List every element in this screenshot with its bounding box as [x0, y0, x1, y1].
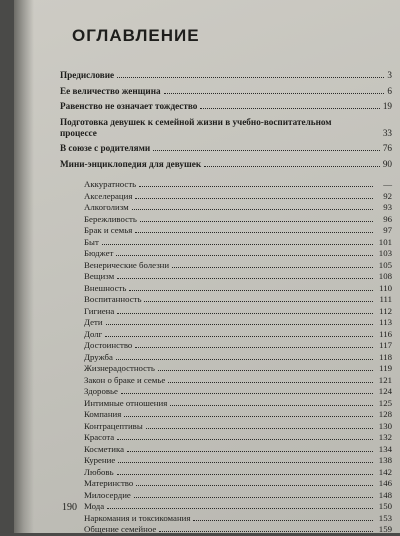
index-entry — [84, 501, 392, 513]
index-entry-page: 108 — [378, 271, 392, 281]
index-entry-page: 128 — [378, 409, 392, 419]
leader-dots — [158, 370, 373, 371]
leader-dots — [159, 531, 373, 532]
leader-dots — [153, 150, 380, 151]
page-title: ОГЛАВЛЕНИЕ — [72, 26, 200, 45]
index-entry-page: 97 — [383, 225, 392, 235]
index-entry-page: 148 — [378, 489, 392, 500]
leader-dots — [127, 451, 373, 452]
toc-entry — [60, 101, 392, 112]
index-entry-page: 116 — [379, 328, 392, 339]
index-entry-title: Здоровье — [84, 386, 118, 396]
leader-dots — [116, 359, 373, 360]
index-entry — [84, 455, 392, 467]
index-entry-title: Интимные отношения — [84, 397, 168, 408]
toc-entry-page: 6 — [387, 85, 392, 96]
leader-dots — [170, 405, 373, 406]
index-entry-title: Воспитанность — [84, 294, 142, 304]
index-entry — [84, 340, 392, 352]
leader-dots — [134, 497, 373, 498]
encyclopedia-index — [84, 179, 392, 536]
book-page — [14, 0, 400, 533]
index-entry-page: 146 — [378, 478, 392, 488]
toc-entry-page: 90 — [382, 158, 392, 169]
index-entry-page: 96 — [383, 213, 392, 224]
index-entry-title: Долг — [84, 328, 103, 339]
index-entry — [84, 179, 392, 191]
index-entry-page: 101 — [378, 236, 392, 247]
leader-dots — [132, 209, 373, 210]
index-entry — [84, 294, 392, 306]
index-entry — [84, 329, 392, 341]
index-entry-title: Закон о браке и семье — [84, 374, 166, 385]
toc-entry-title: Ее величество женщина — [60, 85, 161, 96]
leader-dots — [172, 267, 373, 268]
toc-entry — [60, 117, 392, 139]
index-entry-title: Дети — [84, 317, 103, 327]
index-entry-page: 130 — [378, 420, 392, 431]
leader-dots — [200, 108, 379, 109]
toc-entry-title: Мини-энциклопедия для девушек — [60, 158, 202, 169]
index-entry-title: Жизнерадостность — [84, 363, 155, 373]
index-entry-title: Материнство — [84, 478, 134, 488]
index-entry — [84, 409, 392, 421]
index-entry-title: Внешность — [84, 282, 127, 293]
index-entry-page: 103 — [378, 248, 392, 258]
index-entry-page: — — [383, 179, 392, 189]
leader-dots — [116, 255, 373, 256]
index-entry-title: Достоинство — [84, 340, 133, 350]
index-entry-title: Косметика — [84, 443, 125, 454]
index-entry-page: 113 — [379, 317, 392, 327]
index-entry-title: Курение — [84, 455, 116, 465]
index-entry-title: Алкоголизм — [84, 202, 129, 212]
toc-entry-title: В союзе с родителями — [60, 143, 151, 153]
leader-dots — [117, 439, 373, 440]
index-entry-title: Быт — [84, 236, 99, 247]
index-entry-page: 121 — [378, 374, 392, 385]
page-number: 190 — [62, 502, 77, 513]
index-entry — [84, 191, 392, 203]
leader-dots — [106, 324, 373, 325]
index-entry-page: 159 — [378, 524, 392, 534]
toc-entry-title: Предисловие — [60, 70, 115, 80]
leader-dots — [135, 198, 373, 199]
index-entry — [84, 432, 392, 444]
index-entry-page: 138 — [378, 455, 392, 465]
index-entry — [84, 444, 392, 456]
index-entry — [84, 271, 392, 283]
index-entry — [84, 260, 392, 272]
leader-dots — [135, 232, 373, 233]
index-entry — [84, 248, 392, 260]
toc-entry-page: 19 — [382, 101, 392, 111]
page-gutter-shadow — [14, 0, 34, 533]
index-entry-title: Брак и семья — [84, 225, 133, 235]
index-entry-page: 110 — [379, 282, 392, 293]
leader-dots — [139, 186, 373, 187]
index-entry-title: Мода — [84, 501, 105, 511]
index-entry — [84, 283, 392, 295]
index-entry-page: 125 — [378, 397, 392, 408]
index-entry-page: 105 — [378, 259, 392, 270]
leader-dots — [204, 166, 380, 167]
toc-entry — [60, 143, 392, 154]
index-entry-page: 132 — [378, 432, 392, 442]
leader-dots — [124, 416, 373, 417]
index-entry-page: 111 — [379, 294, 392, 304]
index-entry-title: Гигиена — [84, 305, 115, 316]
index-entry — [84, 225, 392, 237]
index-entry — [84, 490, 392, 502]
toc-entry-page: 3 — [387, 70, 392, 80]
leader-dots — [129, 290, 373, 291]
index-entry-title: Бюджет — [84, 248, 114, 258]
index-entry-page: 142 — [378, 466, 392, 477]
index-entry-title: Общение семейное — [84, 524, 157, 534]
index-entry-title: Компания — [84, 409, 122, 419]
index-entry-page: 119 — [379, 363, 392, 373]
leader-dots — [136, 485, 373, 486]
index-entry — [84, 421, 392, 433]
index-entry-page: 134 — [378, 443, 392, 454]
index-entry-title: Вещизм — [84, 271, 115, 281]
index-entry-page: 118 — [379, 351, 392, 362]
toc-entry — [60, 70, 392, 81]
leader-dots — [117, 474, 373, 475]
toc-entry — [60, 86, 392, 97]
index-entry — [84, 202, 392, 214]
index-entry-title: Контрацептивы — [84, 420, 143, 431]
index-entry — [84, 306, 392, 318]
toc-entry-title: Равенство не означает тождество — [60, 101, 198, 111]
index-entry-page: 150 — [378, 501, 392, 511]
index-entry-title: Венерические болезни — [84, 259, 170, 270]
index-entry-title: Наркомания и токсикомания — [84, 512, 191, 523]
toc-entry-page: 33 — [382, 127, 392, 138]
index-entry — [84, 467, 392, 479]
index-entry — [84, 513, 392, 525]
index-entry — [84, 317, 392, 329]
index-entry-page: 112 — [379, 305, 392, 316]
index-entry-title: Аккуратность — [84, 179, 137, 189]
index-entry-page: 124 — [378, 386, 392, 396]
index-entry-page: 93 — [383, 202, 392, 212]
leader-dots — [107, 508, 373, 509]
index-entry — [84, 363, 392, 375]
leader-dots — [105, 336, 373, 337]
index-entry — [84, 386, 392, 398]
index-entry — [84, 524, 392, 536]
index-entry-title: Акселерация — [84, 190, 133, 201]
index-entry — [84, 478, 392, 490]
leader-dots — [135, 347, 373, 348]
leader-dots — [117, 77, 384, 78]
index-entry-page: 153 — [378, 512, 392, 523]
index-entry — [84, 352, 392, 364]
index-entry — [84, 214, 392, 226]
index-entry — [84, 398, 392, 410]
leader-dots — [118, 462, 373, 463]
leader-dots — [146, 428, 373, 429]
index-entry-title: Милосердие — [84, 489, 131, 500]
leader-dots — [102, 244, 373, 245]
toc-entry — [60, 159, 392, 170]
index-entry — [84, 375, 392, 387]
toc-entry-page: 76 — [382, 143, 392, 153]
index-entry-title: Красота — [84, 432, 115, 442]
leader-dots — [168, 382, 373, 383]
leader-dots — [117, 278, 373, 279]
leader-dots — [144, 301, 373, 302]
leader-dots — [117, 313, 373, 314]
index-entry-title: Бережливость — [84, 213, 137, 224]
index-entry — [84, 237, 392, 249]
index-entry-title: Любовь — [84, 466, 114, 477]
leader-dots — [140, 221, 373, 222]
index-entry-page: 92 — [383, 190, 392, 201]
main-toc — [60, 70, 392, 174]
index-entry-page: 117 — [379, 340, 392, 350]
leader-dots — [164, 93, 385, 94]
index-entry-title: Дружба — [84, 351, 113, 362]
leader-dots — [121, 393, 373, 394]
toc-entry-title: Подготовка девушек к семейной жизни в учебно-воспитательном процессе — [60, 116, 332, 138]
leader-dots — [193, 520, 373, 521]
